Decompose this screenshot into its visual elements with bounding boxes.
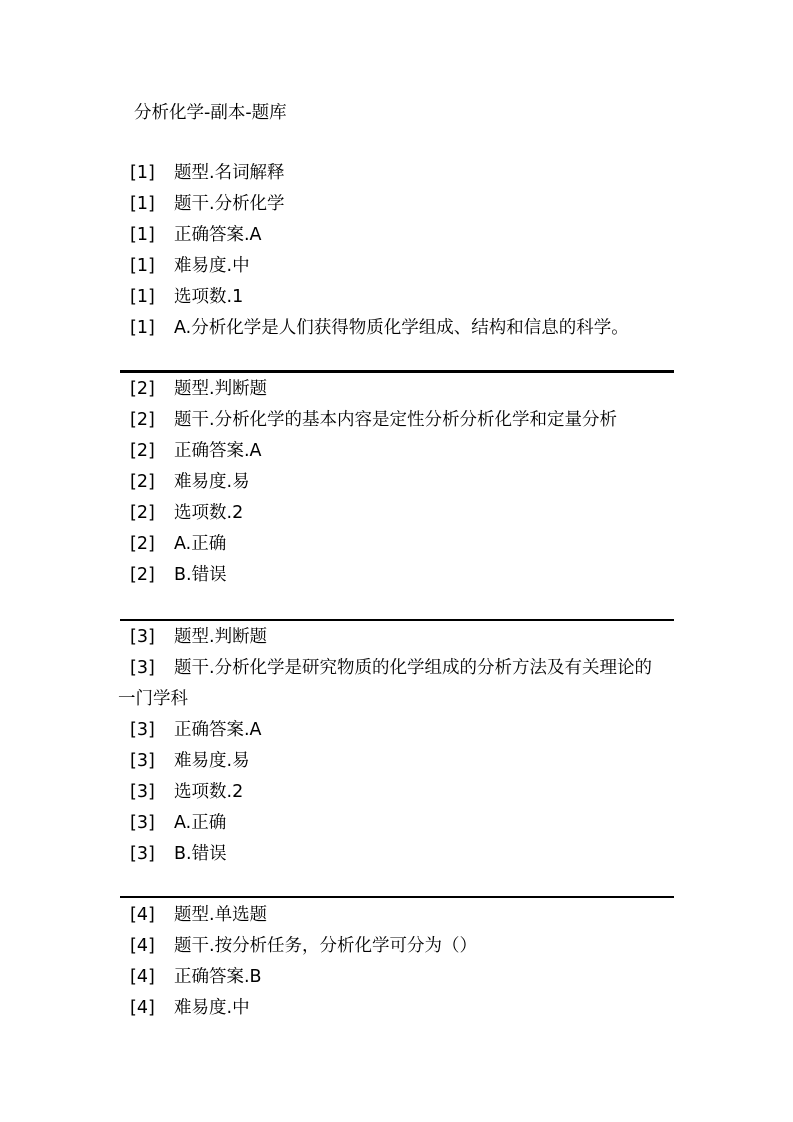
question-type: 题型.判断题 — [174, 627, 268, 647]
question-stem: 题干.分析化学 — [174, 194, 285, 214]
question-index: [3] — [130, 720, 155, 740]
question-index: [2] — [130, 534, 155, 554]
question-index: [2] — [130, 472, 155, 492]
question-stem: 题干.分析化学的基本内容是定性分析分析化学和定量分析 — [174, 410, 618, 430]
section-divider — [120, 370, 674, 373]
question-stem: 题干.按分析任务，分析化学可分为（） — [174, 936, 478, 956]
document-title: 分析化学-副本-题库 — [134, 103, 287, 123]
question-index: [4] — [130, 967, 155, 987]
question-option: A.正确 — [174, 813, 227, 833]
question-index: [3] — [130, 751, 155, 771]
question-type: 题型.名词解释 — [174, 163, 285, 183]
question-index: [3] — [130, 813, 155, 833]
question-answer: 正确答案.B — [174, 967, 262, 987]
question-index: [4] — [130, 998, 155, 1018]
question-option-count: 选项数.1 — [174, 287, 244, 307]
question-answer: 正确答案.A — [174, 441, 262, 461]
question-index: [3] — [130, 782, 155, 802]
question-answer: 正确答案.A — [174, 720, 262, 740]
question-index: [1] — [130, 318, 155, 338]
question-option-count: 选项数.2 — [174, 782, 244, 802]
question-option: B.错误 — [174, 565, 227, 585]
question-index: [4] — [130, 905, 155, 925]
question-index: [3] — [130, 658, 155, 678]
question-index: [4] — [130, 936, 155, 956]
question-index: [1] — [130, 225, 155, 245]
question-type: 题型.判断题 — [174, 379, 268, 399]
question-index: [2] — [130, 565, 155, 585]
question-option: A.正确 — [174, 534, 227, 554]
question-answer: 正确答案.A — [174, 225, 262, 245]
question-index: [3] — [130, 627, 155, 647]
question-index: [2] — [130, 503, 155, 523]
question-type: 题型.单选题 — [174, 905, 268, 925]
question-difficulty: 难易度.中 — [174, 256, 250, 276]
question-stem: 题干.分析化学是研究物质的化学组成的分析方法及有关理论的 — [174, 658, 653, 678]
question-difficulty: 难易度.易 — [174, 751, 250, 771]
question-index: [1] — [130, 163, 155, 183]
question-index: [2] — [130, 441, 155, 461]
question-index: [3] — [130, 844, 155, 864]
section-divider — [120, 896, 674, 898]
question-option: B.错误 — [174, 844, 227, 864]
section-divider — [120, 619, 674, 621]
question-index: [1] — [130, 287, 155, 307]
question-index: [1] — [130, 194, 155, 214]
question-stem-continuation: 一门学科 — [118, 689, 188, 709]
question-option: A.分析化学是人们获得物质化学组成、结构和信息的科学。 — [174, 318, 629, 338]
question-difficulty: 难易度.易 — [174, 472, 250, 492]
question-option-count: 选项数.2 — [174, 503, 244, 523]
question-index: [1] — [130, 256, 155, 276]
question-difficulty: 难易度.中 — [174, 998, 250, 1018]
question-index: [2] — [130, 379, 155, 399]
question-index: [2] — [130, 410, 155, 430]
